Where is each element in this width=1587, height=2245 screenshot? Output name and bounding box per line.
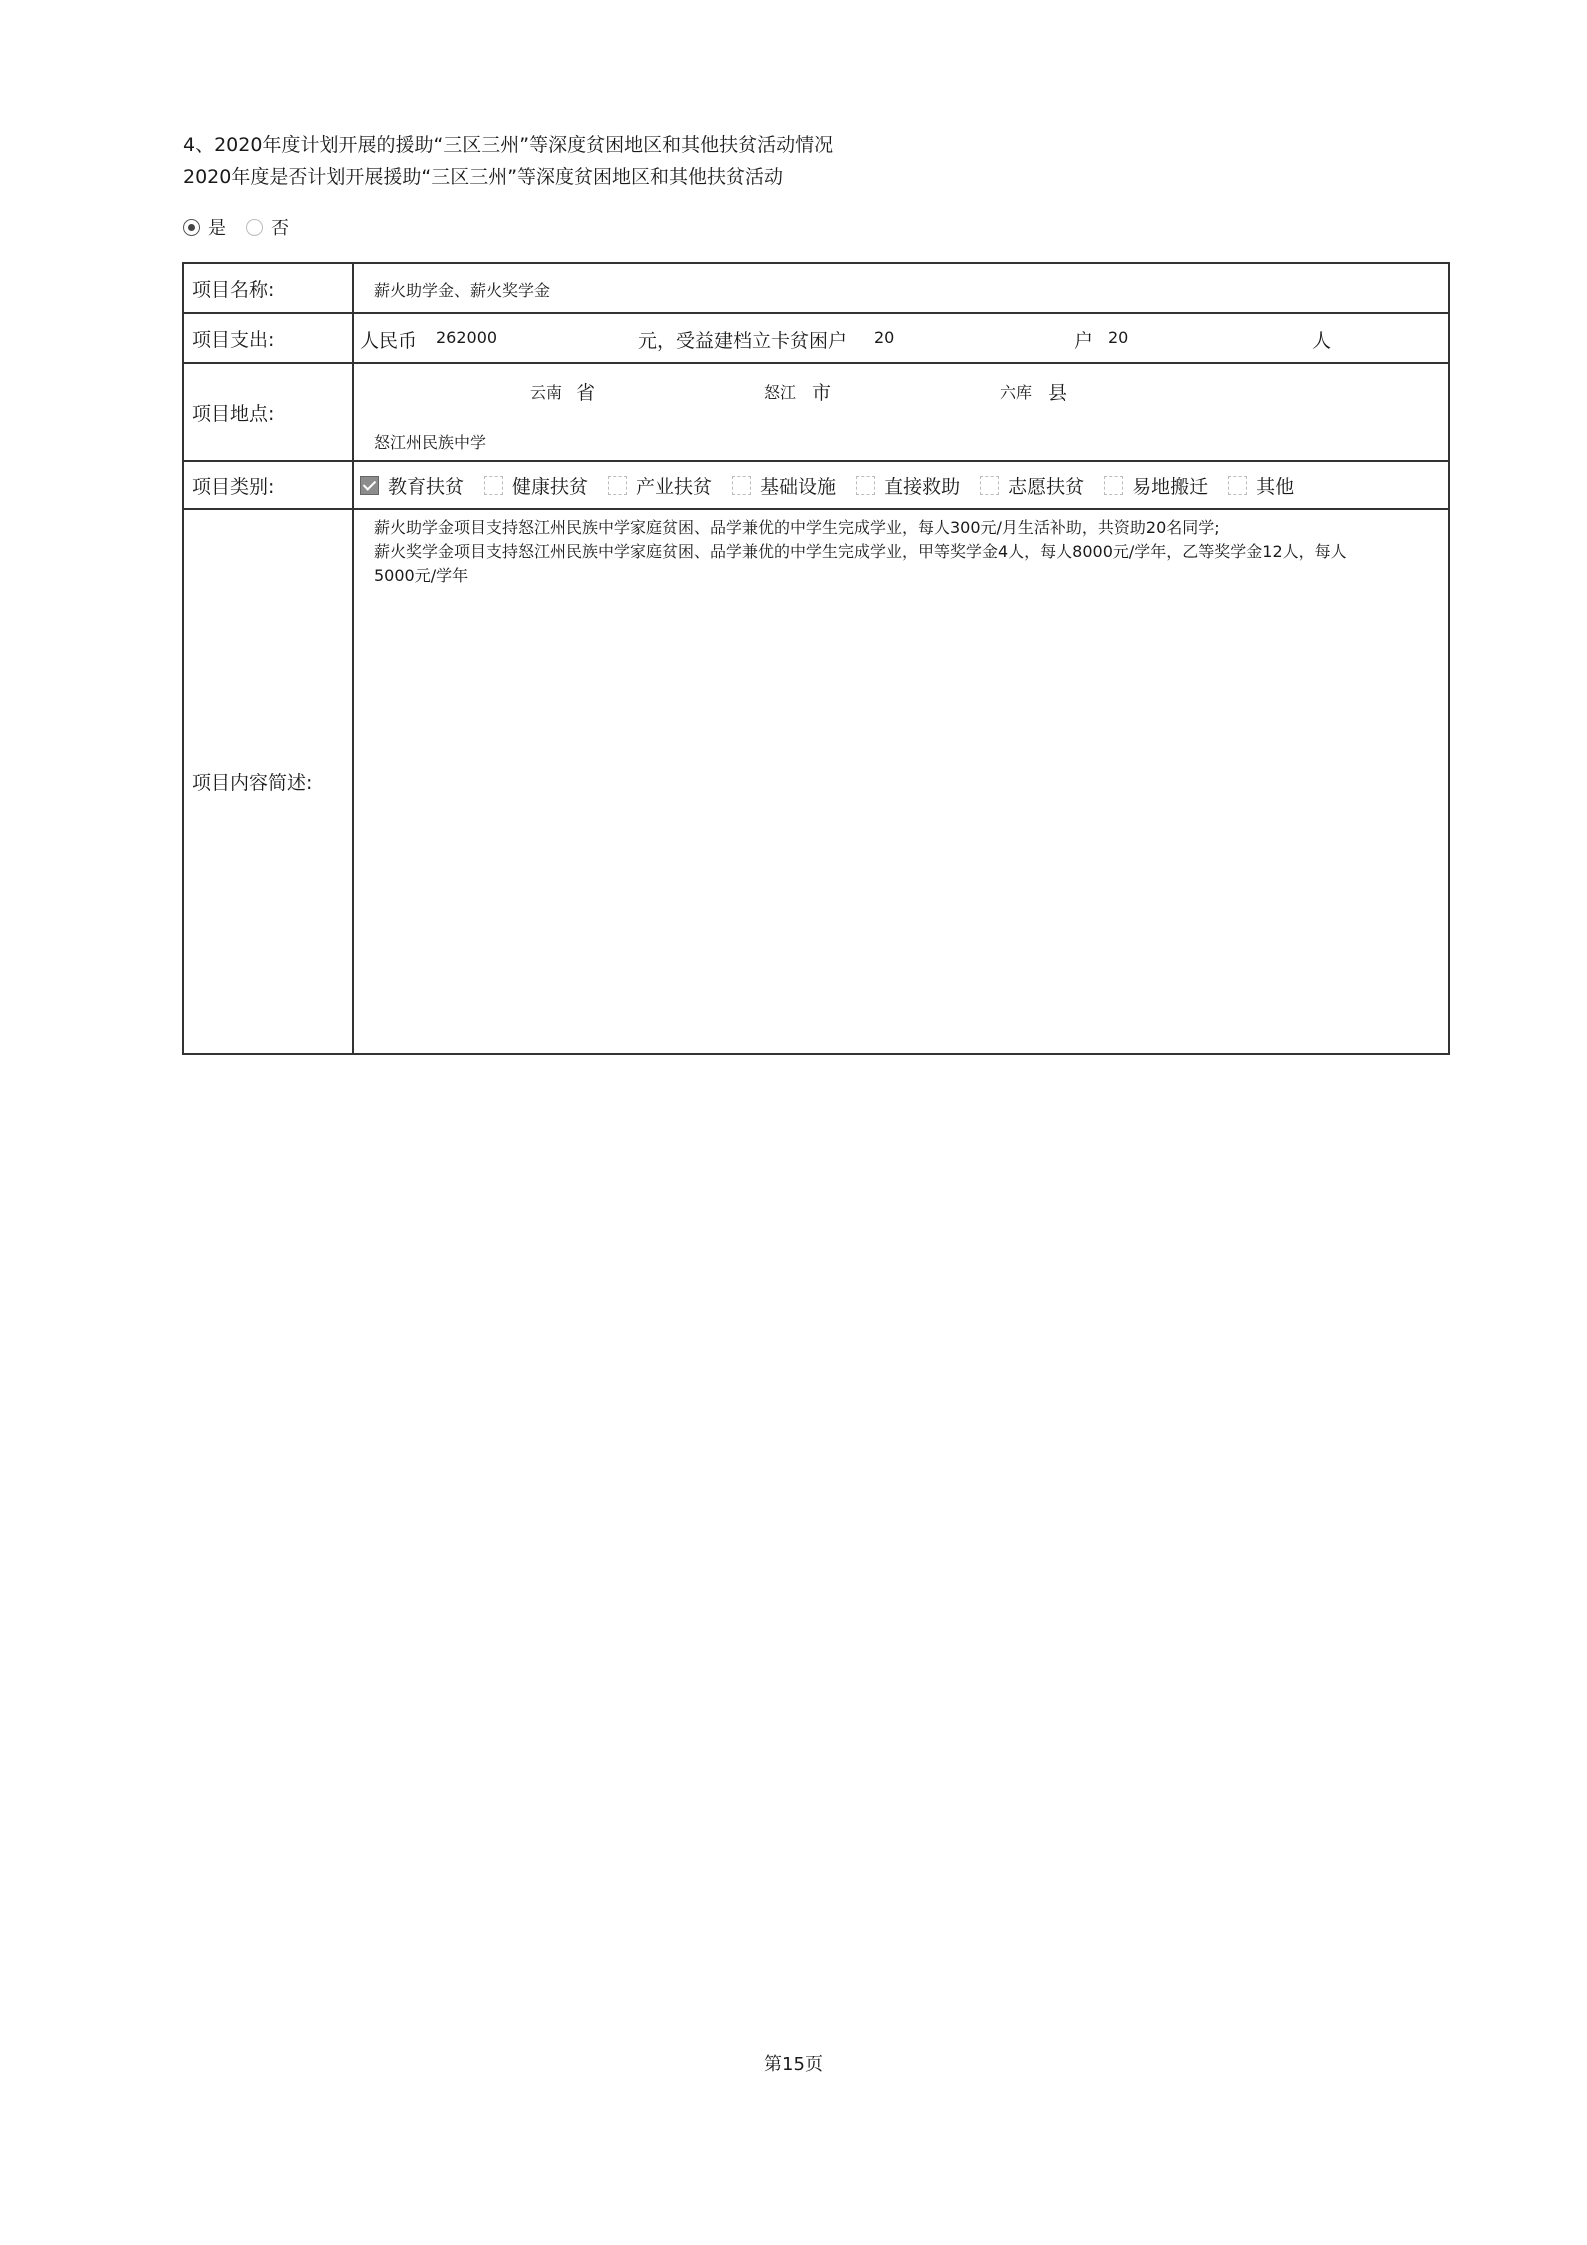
category-label-5: 志愿扶贫 (1008, 475, 1085, 498)
province-value: 云南 (530, 383, 563, 402)
row-project-expense (183, 313, 1449, 363)
radio-no-label: 否 (271, 218, 289, 239)
description-line: 薪火奖学金项目支持怒江州民族中学家庭贫困、品学兼优的中学生完成学业，甲等奖学金4人，每人8000元/学年，乙等奖学金12人，每人 (374, 542, 1347, 561)
project-form-table (182, 262, 1450, 1055)
category-label-7: 其他 (1256, 475, 1295, 498)
household-unit: 户 (1074, 330, 1094, 352)
row-project-name (183, 263, 1449, 313)
radio-yes-label: 是 (208, 218, 226, 239)
category-label-1: 健康扶贫 (512, 475, 589, 498)
city-value: 怒江 (764, 383, 797, 402)
row-project-description (183, 509, 1449, 1054)
checkbox-category-3[interactable] (732, 476, 751, 495)
page-number: 第15页 (764, 2054, 823, 2075)
label-project-location: 项目地点: (183, 363, 353, 461)
beneficiary-unit-label: 元，受益建档立卡贫困户 (638, 330, 848, 352)
category-label-2: 产业扶贫 (636, 475, 713, 498)
category-label-6: 易地搬迁 (1132, 475, 1209, 498)
checkbox-category-0[interactable] (360, 476, 379, 495)
category-label-0: 教育扶贫 (388, 475, 465, 498)
province-unit: 省 (576, 382, 596, 404)
label-project-description: 项目内容简述: (183, 509, 353, 1054)
section-heading: 4、2020年度计划开展的援助“三区三州”等深度贫困地区和其他扶贫活动情况 (183, 134, 834, 156)
plan-radio-group (183, 214, 309, 240)
radio-no[interactable] (246, 219, 263, 236)
label-project-category: 项目类别: (183, 461, 353, 509)
radio-yes[interactable] (183, 219, 200, 236)
city-unit: 市 (812, 382, 832, 404)
household-count: 20 (874, 328, 895, 347)
currency-label: 人民币 (360, 330, 418, 352)
county-unit: 县 (1048, 382, 1068, 404)
description-line: 薪火助学金项目支持怒江州民族中学家庭贫困、品学兼优的中学生完成学业，每人300元/月生活补助，共资助20名同学; (374, 518, 1220, 537)
project-name-value: 薪火助学金、薪火奖学金 (374, 281, 551, 300)
people-unit: 人 (1312, 330, 1332, 352)
category-options (354, 462, 1448, 508)
category-label-4: 直接救助 (884, 475, 961, 498)
people-count: 20 (1108, 328, 1129, 347)
checkbox-category-5[interactable] (980, 476, 999, 495)
section-question: 2020年度是否计划开展援助“三区三州”等深度贫困地区和其他扶贫活动 (183, 166, 784, 188)
checkbox-category-7[interactable] (1228, 476, 1247, 495)
label-project-name: 项目名称: (183, 263, 353, 313)
category-label-3: 基础设施 (760, 475, 837, 498)
checkbox-category-1[interactable] (484, 476, 503, 495)
row-project-category (183, 461, 1449, 509)
checkbox-category-2[interactable] (608, 476, 627, 495)
checkbox-category-4[interactable] (856, 476, 875, 495)
checkbox-category-6[interactable] (1104, 476, 1123, 495)
label-project-expense: 项目支出: (183, 313, 353, 363)
address-value: 怒江州民族中学 (374, 433, 487, 452)
county-value: 六库 (1000, 383, 1033, 402)
project-description (374, 516, 1428, 588)
expense-amount: 262000 (436, 328, 498, 347)
description-line: 5000元/学年 (374, 566, 469, 585)
row-project-location (183, 363, 1449, 461)
